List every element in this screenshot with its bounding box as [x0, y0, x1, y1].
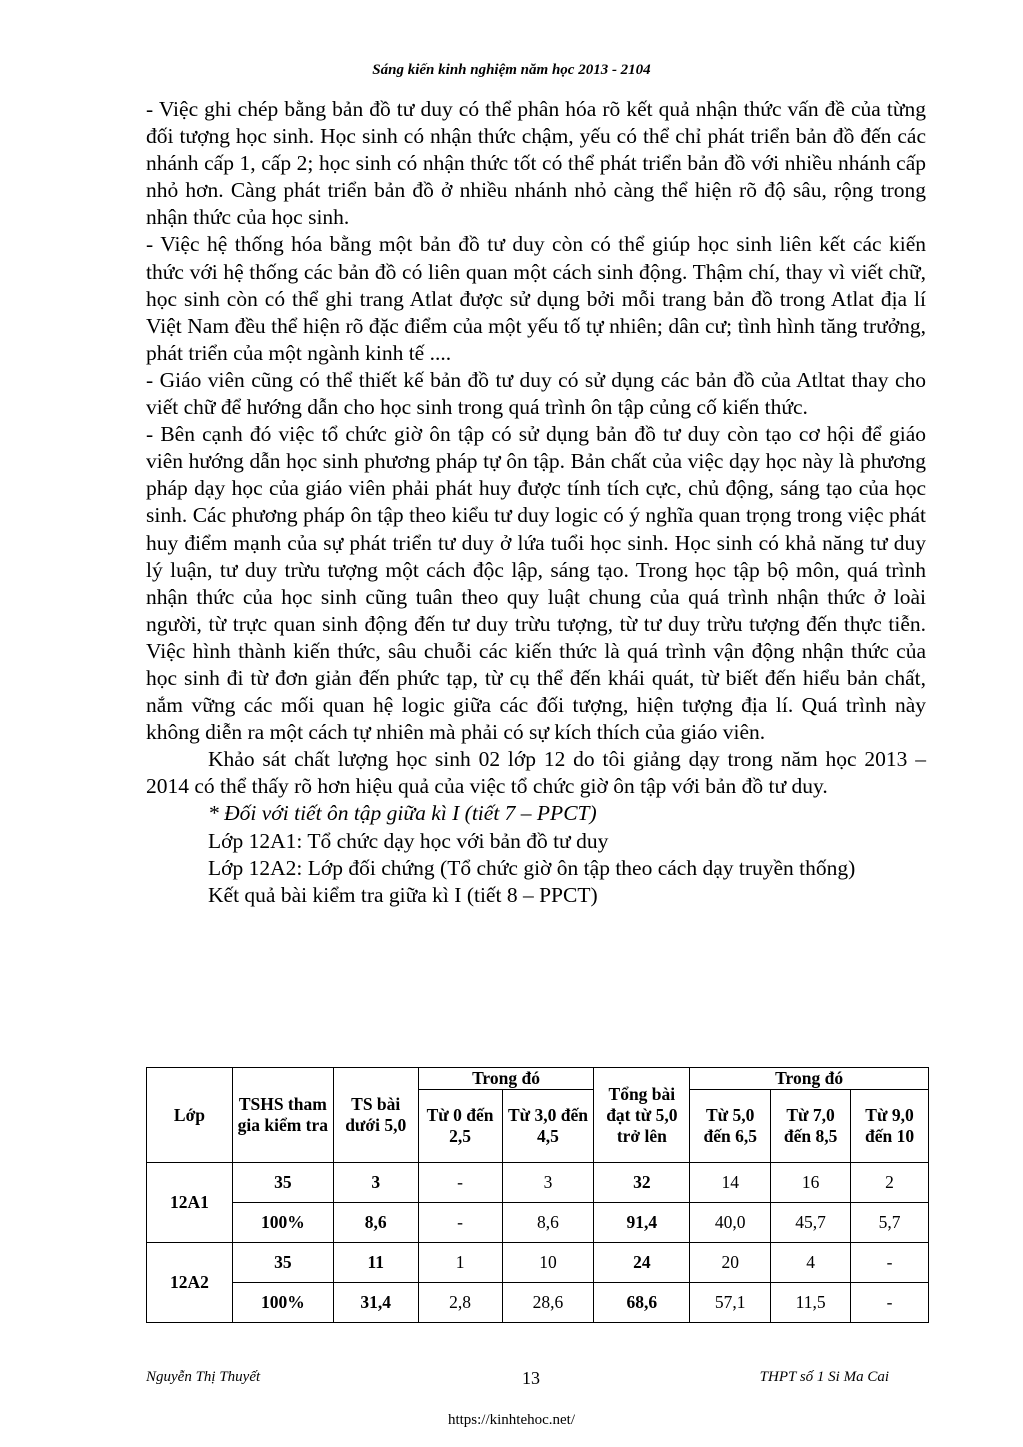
cell-range-0-2-5-percent: -	[418, 1203, 502, 1243]
header-below-5: TS bài dưới 5,0	[333, 1068, 418, 1163]
table-row	[147, 1283, 929, 1323]
cell-below-5: 11	[333, 1243, 418, 1283]
cell-range-3-4-5-percent: 8,6	[502, 1203, 594, 1243]
cell-range-0-2-5-percent: 2,8	[418, 1283, 502, 1323]
cell-range-5-6-5-percent: 40,0	[690, 1203, 771, 1243]
cell-range-7-8-5-percent: 11,5	[771, 1283, 851, 1323]
table-caption: Kết quả bài kiểm tra giữa kì I (tiết 8 – PPCT)	[208, 882, 598, 907]
body-text	[146, 96, 926, 909]
results-table	[146, 1067, 929, 1323]
cell-total-above-5-percent: 68,6	[594, 1283, 690, 1323]
cell-total-students: 35	[232, 1163, 333, 1203]
cell-class: 12A2	[147, 1243, 233, 1323]
cell-range-7-8-5-percent: 45,7	[771, 1203, 851, 1243]
cell-range-0-2-5: 1	[418, 1243, 502, 1283]
cell-range-9-10: -	[851, 1243, 929, 1283]
header-range-5-6-5: Từ 5,0 đến 6,5	[690, 1090, 771, 1163]
cell-below-5: 3	[333, 1163, 418, 1203]
cell-range-7-8-5: 4	[771, 1243, 851, 1283]
cell-below-5-percent: 31,4	[333, 1283, 418, 1323]
paragraph-class-12a2: Lớp 12A2: Lớp đối chứng (Tổ chức giờ ôn tập theo cách dạy truyền thống)	[208, 855, 856, 880]
cell-range-3-4-5: 10	[502, 1243, 594, 1283]
cell-range-5-6-5-percent: 57,1	[690, 1283, 771, 1323]
header-range-7-8-5: Từ 7,0 đến 8,5	[771, 1090, 851, 1163]
cell-total-above-5-percent: 91,4	[594, 1203, 690, 1243]
cell-range-9-10-percent: 5,7	[851, 1203, 929, 1243]
header-total-students: TSHS tham gia kiểm tra	[232, 1068, 333, 1163]
cell-range-9-10-percent: -	[851, 1283, 929, 1323]
source-url: https://kinhtehoc.net/	[447, 1412, 576, 1428]
cell-class: 12A1	[147, 1163, 233, 1243]
cell-range-3-4-5: 3	[502, 1163, 594, 1203]
paragraph-teacher-design: - Giáo viên cũng có thể thiết kế bản đồ tư duy có sử dụng các bản đồ của Atltat thay cho viết chữ để hướng dẫn cho học sinh trong quá trình ôn tập củng cố kiến thức.	[146, 367, 926, 420]
page-number: 13	[522, 1368, 540, 1388]
table-row	[147, 1203, 929, 1243]
cell-total-students-percent: 100%	[232, 1283, 333, 1323]
cell-range-7-8-5: 16	[771, 1163, 851, 1203]
cell-total-above-5: 32	[594, 1163, 690, 1203]
cell-below-5-percent: 8,6	[333, 1203, 418, 1243]
header-range-0-2-5: Từ 0 đến 2,5	[418, 1090, 502, 1163]
footer-school: THPT số 1 Si Ma Cai	[759, 1369, 889, 1385]
paragraph-mindmap-atlas-link: - Việc hệ thống hóa bằng một bản đồ tư duy còn có thể giúp học sinh liên kết các kiến thức với hệ thống các bản đồ có liên quan một cách sinh động. Thậm chí, thay vì viết chữ, học sinh còn có thể ghi trang Atlat được sử dụng bởi mỗi trang bản đồ trong Atlat địa lí Việt Nam đều thể hiện rõ đặc điểm của một yếu tố tự nhiên; dân cư; tình hình tăng trưởng, phát triển của một ngành kinh tế ....	[146, 232, 926, 365]
header-total-above-5: Tổng bài đạt từ 5,0 trở lên	[594, 1068, 690, 1163]
paragraph-class-12a1: Lớp 12A1: Tổ chức dạy học với bản đồ tư duy	[208, 828, 609, 853]
header-range-9-10: Từ 9,0 đến 10	[851, 1090, 929, 1163]
cell-range-3-4-5-percent: 28,6	[502, 1283, 594, 1323]
header-class: Lớp	[147, 1068, 233, 1163]
cell-total-students: 35	[232, 1243, 333, 1283]
paragraph-survey-intro: Khảo sát chất lượng học sinh 02 lớp 12 do tôi giảng dạy trong năm học 2013 – 2014 có thể thấy rõ hơn hiệu quả của việc tổ chức giờ ôn tập với bản đồ tư duy.	[146, 747, 926, 799]
header-group-above: Trong đó	[690, 1068, 929, 1090]
cell-range-0-2-5: -	[418, 1163, 502, 1203]
paragraph-midterm-review-heading: * Đối với tiết ôn tập giữa kì I (tiết 7 – PPCT)	[208, 801, 597, 826]
cell-total-students-percent: 100%	[232, 1203, 333, 1243]
header-range-3-4-5: Từ 3,0 đến 4,5	[502, 1090, 594, 1163]
page-header: Sáng kiến kinh nghiệm năm học 2013 - 2104	[372, 62, 651, 78]
cell-total-above-5: 24	[594, 1243, 690, 1283]
paragraph-self-study-method: - Bên cạnh đó việc tổ chức giờ ôn tập có sử dụng bản đồ tư duy còn tạo cơ hội để giáo viên hướng dẫn học sinh phương pháp tự ôn tập. Bản chất của việc dạy học này là phương pháp dạy học của giáo viên phải phát huy được tính tích cực, chủ động, sáng tạo của học sinh. Các phương pháp ôn tập theo kiểu tư duy logic có ý nghĩa quan trọng trong việc phát huy điểm mạnh của sự phát triển tư duy ở lứa tuổi học sinh. Học sinh có khả năng tư duy lý luận, tư duy trừu tượng một cách độc lập, sáng tạo. Trong học tập bộ môn, quá trình nhận thức của học sinh cũng tuân theo quy luật chung của quá trình nhận thức ở loài người, từ trực quan sinh động đến tư duy trừu tượng, từ tư duy trừu tượng đến thực tiễn. Việc hình thành kiến thức, sâu chuỗi các kiến thức là quá trình vận động nhận thức của học sinh đi từ đơn giản đến phức tạp, từ cụ thể đến khái quát, từ biết đến hiểu bản chất, nắm vững các mối quan hệ logic giữa các đối tượng, hiện tượng địa lí. Quá trình này không diễn ra một cách tự nhiên mà phải có sự kích thích của giáo viên.	[146, 422, 926, 745]
footer-author: Nguyễn Thị Thuyết	[146, 1369, 261, 1385]
cell-range-5-6-5: 20	[690, 1243, 771, 1283]
table-row	[147, 1243, 929, 1283]
table-row	[147, 1163, 929, 1203]
cell-range-9-10: 2	[851, 1163, 929, 1203]
header-group-below: Trong đó	[418, 1068, 594, 1090]
cell-range-5-6-5: 14	[690, 1163, 771, 1203]
paragraph-mindmap-differentiation: - Việc ghi chép bằng bản đồ tư duy có thể phân hóa rõ kết quả nhận thức vấn đề của từng đối tượng học sinh. Học sinh có nhận thức chậm, yếu có thể chỉ phát triển bản đồ đến các nhánh cấp 1, cấp 2; học sinh có nhận thức tốt có thể phát triển bản đồ với nhiều nhánh cấp nhỏ hơn. Càng phát triển bản đồ ở nhiều nhánh nhỏ càng thể hiện rõ độ sâu, rộng trong nhận thức của học sinh.	[146, 97, 926, 230]
